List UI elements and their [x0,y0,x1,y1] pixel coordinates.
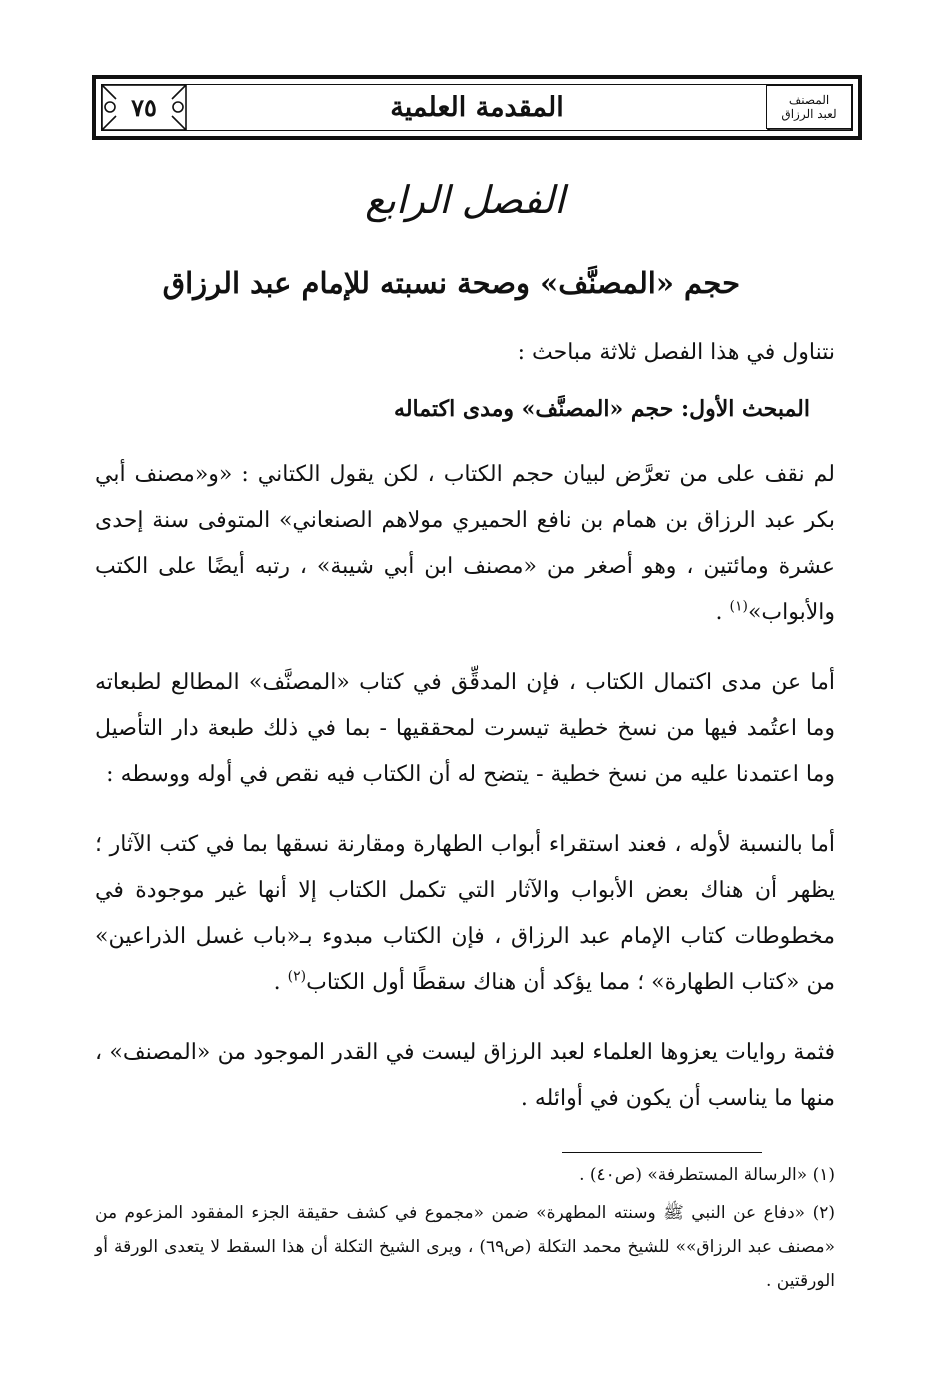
book-logo-line1: المصنف [788,93,830,107]
page-number: ٧٥ [96,79,192,136]
intro-text: نتناول في هذا الفصل ثلاثة مباحث : [517,340,835,365]
book-logo-line2: لعبد الرزاق [781,107,837,121]
paragraph-3: أما بالنسبة لأوله ، فعند استقراء أبواب الطهارة ومقارنة نسقها بما في كتب الآثار ؛ يظهر أن هناك بعض الأبواب والآثار التي تكمل الكتاب إلا أنها غير موجودة في مخطوطات كتاب الإمام عبد الرزاق ، فإن الكتاب مبدوء بـ«باب غسل الذراعين» من «كتاب الطهارة» ؛ مما يؤكد أن هناك سقطًا أول الكتاب$^{(٢)}$ . [95,832,835,995]
chapter-title: الفصل الرابع [365,178,565,222]
footnote-separator [562,1152,762,1153]
paragraph-1: لم نقف على من تعرَّض لبيان حجم الكتاب ، لكن يقول الكتاني : «و«مصنف أبي بكر عبد الرزاق بن همام بن نافع الحميري مولاهم الصنعاني» المتوفى سنة إحدى عشرة ومائتين ، وهو أصغر من «مصنف ابن أبي شيبة» ، رتبه أيضًا على الكتب والأبواب»$^{(١)}$ . [95,462,835,625]
paragraph-2: أما عن مدى اكتمال الكتاب ، فإن المدقِّق في كتاب «المصنَّف» المطالع لطبعاته وما اعتُمد فيها من نسخ خطية تيسرت لمحققيها - بما في ذلك طبعة دار التأصيل وما اعتمدنا عليه من نسخ خطية - يتضح له أن الكتاب فيه نقص في أوله ووسطه : [95,670,835,787]
page-header-frame [92,75,862,140]
running-title: المقدمة العلمية [390,92,564,123]
book-logo [766,85,852,129]
footnote-ref-1: (١) [729,598,748,615]
footnote-ref-2: (٢) [287,968,307,985]
section-heading: حجم «المصنَّف» وصحة نسبته للإمام عبد الرزاق [162,266,740,300]
subsection-heading: المبحث الأول: حجم «المصنَّف» ومدى اكتماله [394,396,810,422]
paragraph-4: فثمة روايات يعزوها العلماء لعبد الرزاق ليست في القدر الموجود من «المصنف» ، منها ما يناسب أن يكون في أوائله . [95,1040,835,1111]
footnote-2: (٢) «دفاع عن النبي ﷺ وسنته المطهرة» ضمن «مجموع في كشف حقيقة الجزء المفقود المزعوم من «مصنف عبد الرزاق»» للشيخ محمد التكلة (ص٦٩) ، ويرى الشيخ التكلة أن هذا السقط لا يتعدى الورقة أو الورقتين . [95,1203,836,1291]
footnote-1: (١) «الرسالة المستطرفة» (ص٤٠) . [579,1165,835,1185]
